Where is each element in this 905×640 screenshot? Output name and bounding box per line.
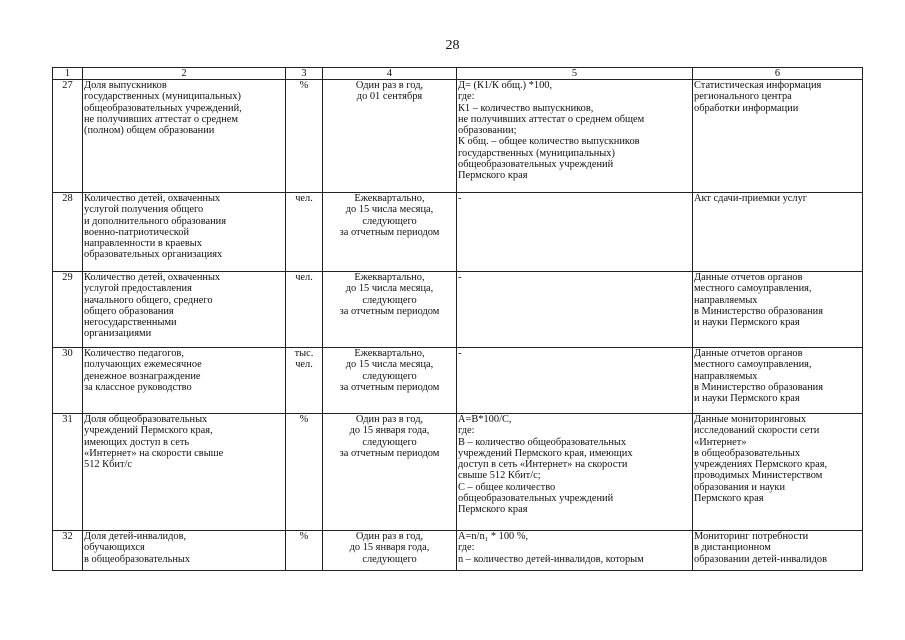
formula: А=n/n₁ * 100 %, — [458, 531, 529, 542]
unit: % — [286, 531, 323, 571]
reporting-period: Ежеквартально, до 15 числа месяца, следующего за отчетным периодом — [323, 193, 457, 272]
row-number: 31 — [53, 414, 83, 531]
formula-description: - — [458, 193, 462, 204]
header-cell-4: 4 — [323, 68, 457, 80]
formula-description: где: В – количество общеобразовательных учреждений Пермского края, имеющих доступ в сеть «Интернет» на скорости свыше 512 Кбит/с; С – общее количество общеобразовательных учреждений Пермского края — [458, 425, 633, 516]
formula-cell — [457, 348, 693, 414]
data-source: Данные отчетов органов местного самоуправления, направляемых в Министерство образования и науки Пермского края — [693, 348, 863, 414]
reporting-period: Один раз в год, до 01 сентября — [323, 80, 457, 193]
row-number: 28 — [53, 193, 83, 272]
header-cell-6: 6 — [693, 68, 863, 80]
indicator-name: Количество педагогов, получающих ежемесячное денежное вознаграждение за классное руководство — [83, 348, 286, 414]
data-source: Мониторинг потребности в дистанционном образовании детей-инвалидов — [693, 531, 863, 571]
formula: А=В*100/С, — [458, 414, 512, 425]
indicator-name: Количество детей, охваченных услугой предоставления начального общего, среднего общего образования негосударственными организациями — [83, 272, 286, 348]
data-source: Статистическая информация регионального центра обработки информации — [693, 80, 863, 193]
reporting-period: Один раз в год, до 15 января года, следующего — [323, 531, 457, 571]
page-number: 28 — [445, 38, 460, 53]
table-row — [53, 272, 863, 348]
unit: чел. — [286, 193, 323, 272]
unit: чел. — [286, 272, 323, 348]
table-row — [53, 531, 863, 571]
table-row — [53, 80, 863, 193]
data-source: Данные отчетов органов местного самоуправления, направляемых в Министерство образования и науки Пермского края — [693, 272, 863, 348]
indicator-name: Количество детей, охваченных услугой получения общего и дополнительного образования военно-патриотической направленности в краевых образовательных организациях — [83, 193, 286, 272]
formula-description: где: n – количество детей-инвалидов, которым — [458, 542, 644, 565]
row-number: 27 — [53, 80, 83, 193]
data-source: Данные мониторинговых исследований скорости сети «Интернет» в общеобразовательных учреждениях Пермского края, проводимых Министерством образования и науки Пермского края — [693, 414, 863, 531]
header-cell-1: 1 — [53, 68, 83, 80]
reporting-period: Ежеквартально, до 15 числа месяца, следующего за отчетным периодом — [323, 348, 457, 414]
indicator-name: Доля выпускников государственных (муниципальных) общеобразовательных учреждений, не получивших аттестат о среднем (полном) общем образовании — [83, 80, 286, 193]
indicator-name: Доля общеобразовательных учреждений Пермского края, имеющих доступ в сеть «Интернет» на скорости свыше 512 Кбит/с — [83, 414, 286, 531]
reporting-period: Один раз в год, до 15 января года, следующего за отчетным периодом — [323, 414, 457, 531]
indicator-name: Доля детей-инвалидов, обучающихся в общеобразовательных — [83, 531, 286, 571]
formula-cell — [457, 414, 693, 531]
table-row — [53, 193, 863, 272]
header-cell-3: 3 — [286, 68, 323, 80]
indicators-table — [52, 67, 863, 571]
unit: тыс. чел. — [286, 348, 323, 414]
table-row — [53, 348, 863, 414]
formula-cell — [457, 272, 693, 348]
header-cell-2: 2 — [83, 68, 286, 80]
formula-cell — [457, 531, 693, 571]
formula-description: - — [458, 272, 462, 283]
row-number: 30 — [53, 348, 83, 414]
row-number: 32 — [53, 531, 83, 571]
formula-cell — [457, 193, 693, 272]
row-number: 29 — [53, 272, 83, 348]
header-cell-5: 5 — [457, 68, 693, 80]
formula-description: - — [458, 348, 462, 359]
data-source: Акт сдачи-приемки услуг — [693, 193, 863, 272]
unit: % — [286, 414, 323, 531]
unit: % — [286, 80, 323, 193]
formula: Д= (К1/К общ.) *100, — [458, 80, 553, 91]
table-row — [53, 414, 863, 531]
reporting-period: Ежеквартально, до 15 числа месяца, следующего за отчетным периодом — [323, 272, 457, 348]
header-row — [53, 68, 863, 80]
formula-description: где: К1 – количество выпускников, не получивших аттестат о среднем общем образовании; К общ. – общее количество выпускников государственных (муниципальных) общеобразовательных учреждений Пермского края — [458, 91, 645, 182]
formula-cell — [457, 80, 693, 193]
